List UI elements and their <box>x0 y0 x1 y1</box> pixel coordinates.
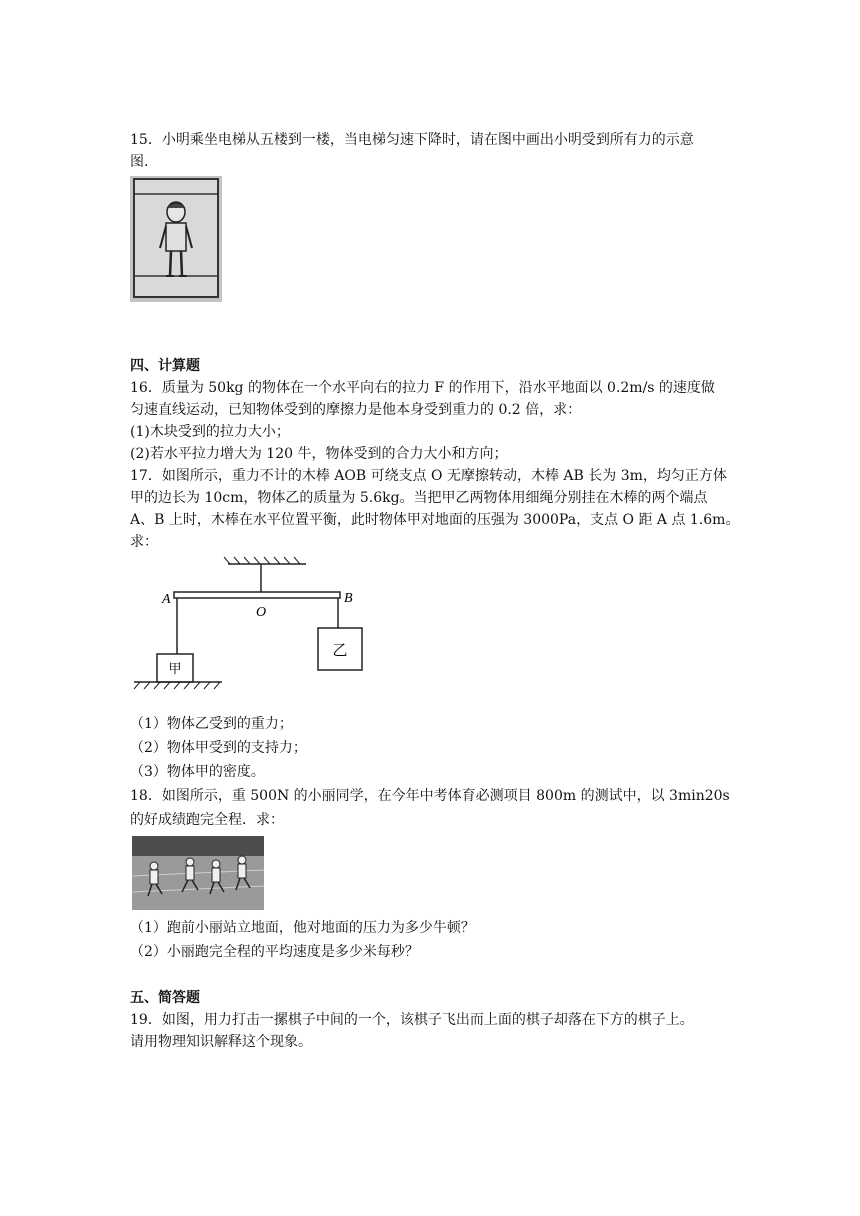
q17-text-line2: 甲的边长为 10cm，物体乙的质量为 5.6kg。当把甲乙两物体用细绳分别挂在木棒的两个端点 <box>130 490 708 506</box>
elevator-photo <box>130 176 222 302</box>
q18-text-line2: 的好成绩跑完全程．求： <box>130 812 284 828</box>
q19-text-line2: 请用物理知识解释这个现象。 <box>130 1034 312 1050</box>
q15-text-line2: 图. <box>130 154 149 170</box>
q17-sub3: （3）物体甲的密度。 <box>130 764 265 780</box>
label-a: A <box>162 592 171 607</box>
section4-heading: 四、计算题 <box>130 358 200 374</box>
q17-sub1: （1）物体乙受到的重力； <box>130 716 293 732</box>
q17-sub2: （2）物体甲受到的支持力； <box>130 740 307 756</box>
lever-bar <box>174 592 340 598</box>
q16-text-line1: 16．质量为 50kg 的物体在一个水平向右的拉力 F 的作用下，沿水平地面以 0.2m/s 的速度做 <box>130 380 715 396</box>
q17-text-line3: A、B 上时，木棒在水平位置平衡，此时物体甲对地面的压强为 3000Pa，支点 O 距 A 点 1.6m。 <box>130 512 740 528</box>
label-yi: 乙 <box>332 643 348 659</box>
q16-sub1: (1)木块受到的拉力大小； <box>130 424 290 440</box>
q19-text-line1: 19．如图，用力打击一摞棋子中间的一个，该棋子飞出而上面的棋子却落在下方的棋子上。 <box>130 1012 694 1028</box>
q17-text-line4: 求： <box>130 534 158 550</box>
q17-text-line1: 17．如图所示，重力不计的木棒 AOB 可绕支点 O 无摩擦转动，木棒 AB 长为 3m，均匀正方体 <box>130 468 727 484</box>
q16-text-line2: 匀速直线运动，已知物体受到的摩擦力是他本身受到重力的 0.2 倍，求： <box>130 402 582 418</box>
q16-sub2: (2)若水平拉力增大为 120 牛，物体受到的合力大小和方向； <box>130 446 508 462</box>
q18-text-line1: 18．如图所示，重 500N 的小丽同学，在今年中考体育必测项目 800m 的测试中，以 3min20s <box>130 788 730 804</box>
running-race-photo <box>132 836 264 910</box>
label-o: O <box>256 605 267 620</box>
section5-heading: 五、简答题 <box>130 990 200 1006</box>
q18-sub1: （1）跑前小丽站立地面，他对地面的压力为多少牛顿？ <box>130 920 475 936</box>
label-jia: 甲 <box>168 661 182 676</box>
lever-diagram <box>130 556 370 692</box>
label-b: B <box>344 591 353 606</box>
q18-sub2: （2）小丽跑完全程的平均速度是多少米每秒？ <box>130 944 419 960</box>
q15-text-line1: 15．小明乘坐电梯从五楼到一楼，当电梯匀速下降时，请在图中画出小明受到所有力的示意 <box>130 132 694 148</box>
